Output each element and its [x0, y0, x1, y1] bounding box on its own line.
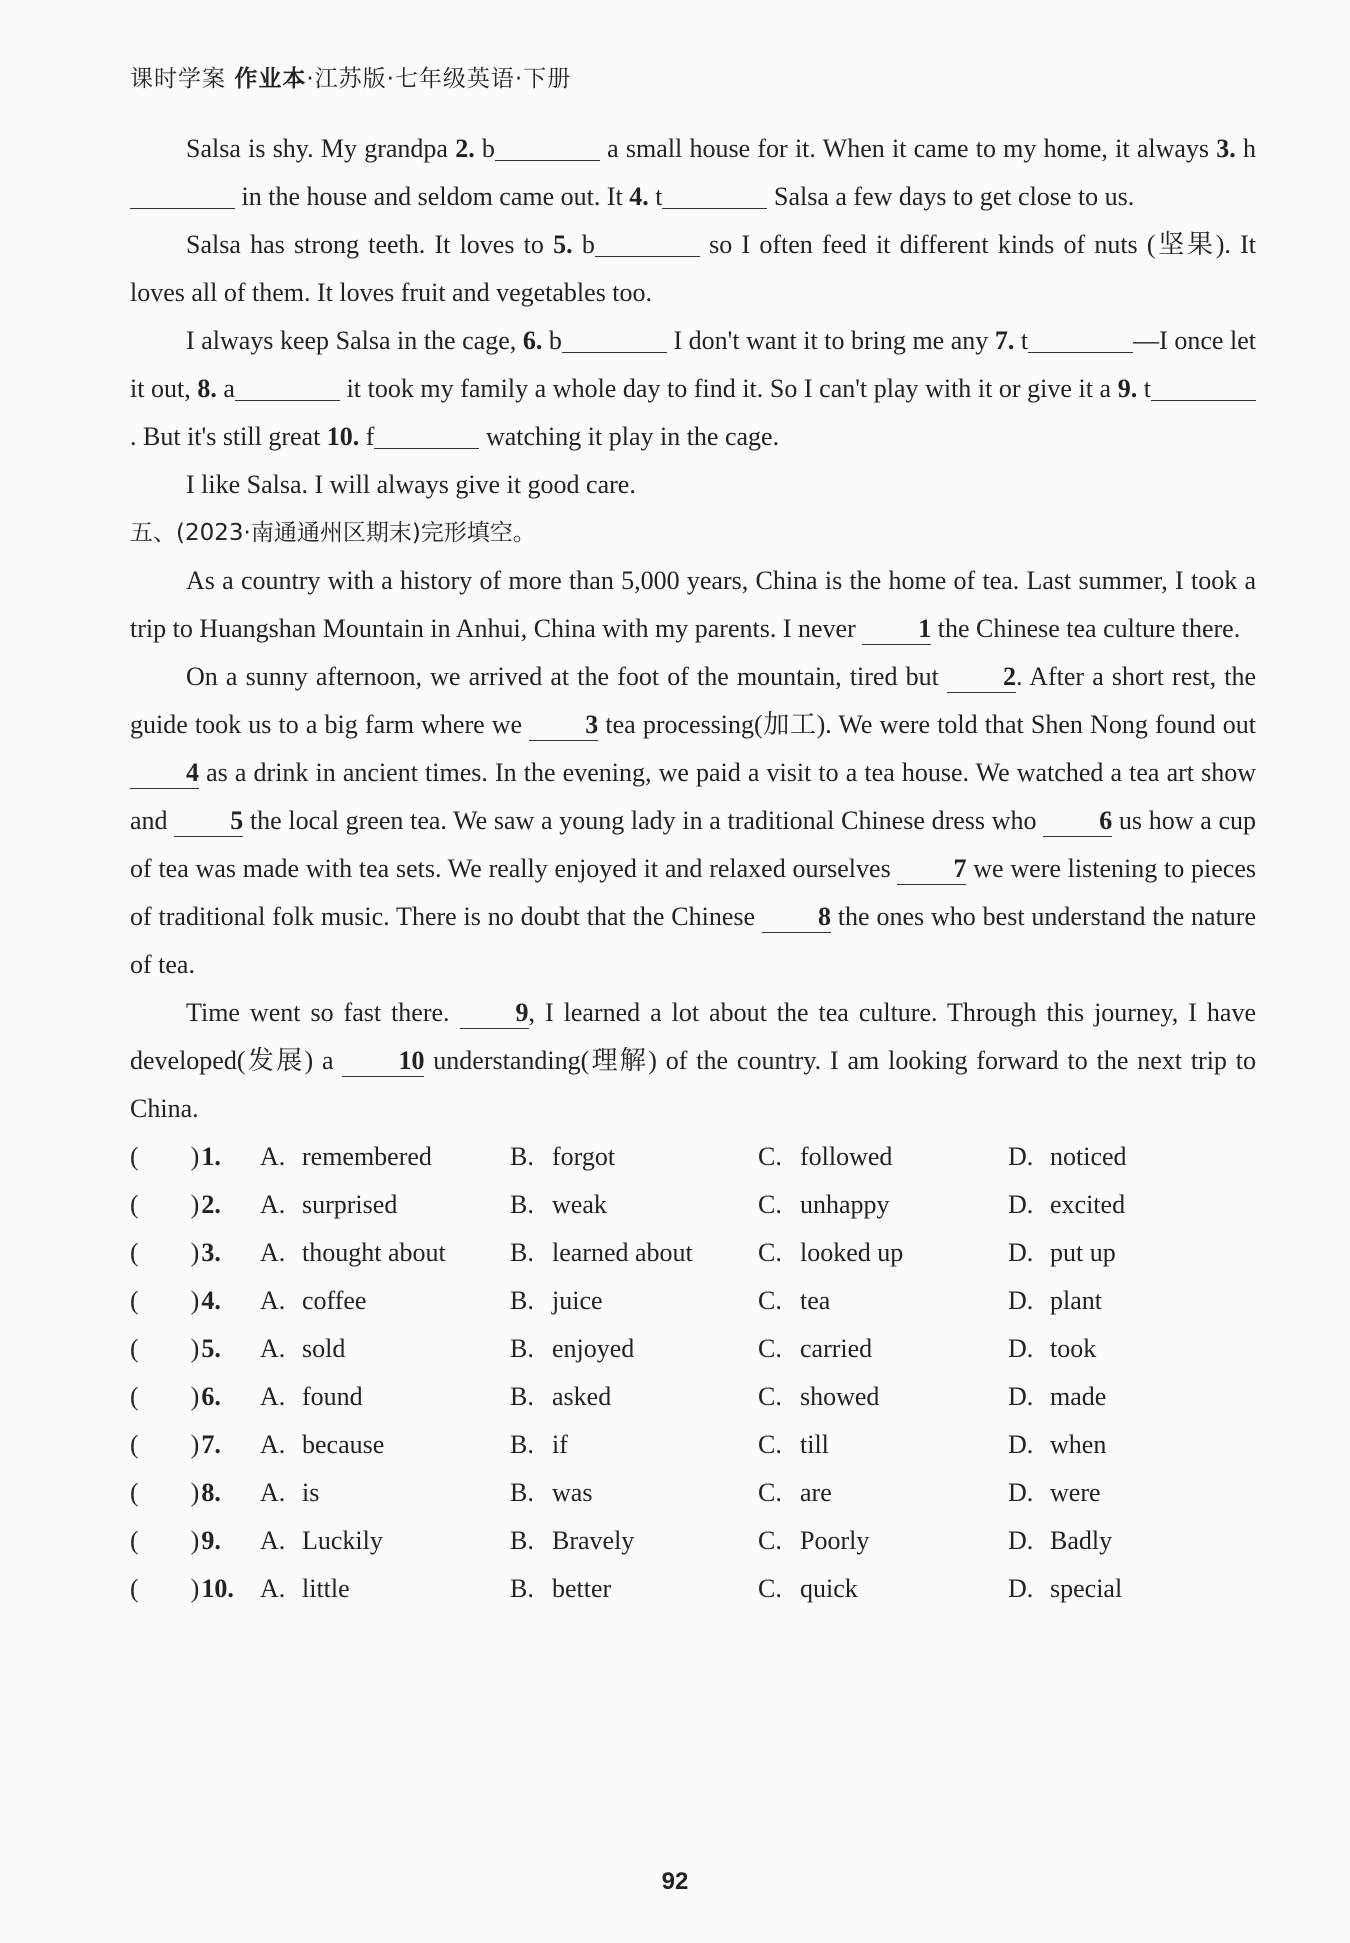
- open-paren: (: [130, 1286, 139, 1315]
- cloze-blank-9[interactable]: 9: [460, 998, 529, 1029]
- choice-text: found: [302, 1382, 363, 1411]
- choice-text: sold: [302, 1334, 346, 1363]
- choice-text: looked up: [800, 1238, 904, 1267]
- choice-text: Badly: [1050, 1526, 1113, 1555]
- fill-blank-3[interactable]: [130, 178, 235, 209]
- fill-blank-9[interactable]: [1151, 370, 1256, 401]
- choice-a[interactable]: [260, 1133, 510, 1181]
- fill-blank-8[interactable]: [235, 370, 340, 401]
- choice-letter: D.: [1008, 1190, 1034, 1219]
- option-row: [130, 1565, 1256, 1613]
- blank-letter: h: [1235, 134, 1256, 163]
- choice-text: noticed: [1050, 1142, 1127, 1171]
- choice-text: asked: [552, 1382, 612, 1411]
- choice-letter: D.: [1008, 1478, 1034, 1507]
- blank-number: 2.: [455, 134, 475, 163]
- open-paren: (: [130, 1334, 139, 1363]
- choice-text: weak: [552, 1190, 607, 1219]
- choice-b[interactable]: [510, 1373, 758, 1421]
- close-paren: ): [190, 1574, 200, 1603]
- choice-letter: C.: [758, 1526, 782, 1555]
- choice-text: is: [302, 1478, 320, 1507]
- text: watching it play in the cage.: [479, 422, 780, 451]
- question-number: 9.: [201, 1526, 221, 1555]
- choice-a[interactable]: [260, 1421, 510, 1469]
- choice-letter: D.: [1008, 1526, 1034, 1555]
- blank-letter: t: [648, 182, 663, 211]
- header-book: 作业本: [234, 66, 307, 92]
- question-number: 1.: [201, 1142, 221, 1171]
- choice-c[interactable]: [758, 1229, 1008, 1277]
- choice-letter: C.: [758, 1382, 782, 1411]
- choice-d[interactable]: [1008, 1421, 1208, 1469]
- choice-letter: C.: [758, 1334, 782, 1363]
- blank-number: 6.: [522, 326, 543, 355]
- option-row: [130, 1133, 1256, 1181]
- question-number: 6.: [201, 1382, 221, 1411]
- text: tea processing(加工). We were told that Shen Nong found out: [598, 710, 1256, 739]
- blank-number: 3.: [1216, 134, 1236, 163]
- text: As a country with a history of more than 5,000 years, China is the home of tea. Last summer, I took a trip to Huangshan Mountain in Anhui, China with my parents. I never: [130, 566, 1256, 643]
- close-paren: ): [190, 1286, 200, 1315]
- text: . After a short rest, the guide took us to a big farm where we: [130, 662, 1257, 739]
- choice-letter: A.: [260, 1382, 286, 1411]
- choice-b[interactable]: [510, 1229, 758, 1277]
- blank-letter: a: [216, 374, 235, 403]
- answer-bracket[interactable]: [130, 1181, 260, 1229]
- choice-text: excited: [1050, 1190, 1126, 1219]
- text: a small house for it. When it came to my home, it always: [599, 134, 1217, 163]
- option-row: [130, 1421, 1256, 1469]
- question-number: 8.: [201, 1478, 221, 1507]
- choice-text: forgot: [552, 1142, 616, 1171]
- cloze-blank-4[interactable]: 4: [130, 758, 199, 789]
- choice-letter: A.: [260, 1238, 286, 1267]
- choice-text: Poorly: [800, 1526, 870, 1555]
- text: I don't want it to bring me any: [666, 326, 995, 355]
- choice-text: took: [1050, 1334, 1097, 1363]
- choice-letter: D.: [1008, 1574, 1034, 1603]
- close-paren: ): [190, 1190, 200, 1219]
- choice-letter: D.: [1008, 1334, 1034, 1363]
- choice-a[interactable]: [260, 1325, 510, 1373]
- fill-blank-6[interactable]: [562, 322, 667, 353]
- choice-text: learned about: [552, 1238, 693, 1267]
- choice-text: till: [800, 1430, 829, 1459]
- text: I always keep Salsa in the cage,: [186, 326, 523, 355]
- choice-letter: A.: [260, 1190, 286, 1219]
- choice-a[interactable]: [260, 1277, 510, 1325]
- open-paren: (: [130, 1478, 139, 1507]
- choice-letter: C.: [758, 1478, 782, 1507]
- choice-letter: A.: [260, 1334, 286, 1363]
- choice-letter: B.: [510, 1478, 534, 1507]
- choice-letter: A.: [260, 1478, 286, 1507]
- choice-letter: A.: [260, 1142, 286, 1171]
- blank-number: 8.: [197, 374, 217, 403]
- text: , I learned a lot about the tea culture. Through this journey, I have developed(发展) a: [130, 998, 1256, 1075]
- choice-a[interactable]: [260, 1469, 510, 1517]
- close-paren: ): [190, 1478, 200, 1507]
- choice-a[interactable]: [260, 1565, 510, 1613]
- text: us how a cup of tea was made with tea sets. We really enjoyed it and relaxed ourselves: [130, 806, 1256, 883]
- blank-letter: t: [1014, 326, 1029, 355]
- choice-letter: B.: [510, 1430, 534, 1459]
- fill-blank-5[interactable]: [595, 226, 700, 257]
- choice-letter: C.: [758, 1238, 782, 1267]
- choice-b[interactable]: [510, 1565, 758, 1613]
- choice-b[interactable]: [510, 1133, 758, 1181]
- open-paren: (: [130, 1190, 139, 1219]
- choice-text: are: [800, 1478, 832, 1507]
- choice-text: surprised: [302, 1190, 398, 1219]
- text: On a sunny afternoon, we arrived at the foot of the mountain, tired but: [186, 662, 947, 691]
- choice-letter: D.: [1008, 1430, 1034, 1459]
- answer-bracket[interactable]: [130, 1277, 260, 1325]
- open-paren: (: [130, 1430, 139, 1459]
- text: Salsa has strong teeth. It loves to: [186, 230, 554, 259]
- option-row: [130, 1181, 1256, 1229]
- choice-text: juice: [552, 1286, 603, 1315]
- answer-bracket[interactable]: [130, 1421, 260, 1469]
- choice-d[interactable]: [1008, 1229, 1208, 1277]
- blank-letter: b: [572, 230, 595, 259]
- option-row: [130, 1469, 1256, 1517]
- cloze-blank-1[interactable]: 1: [862, 614, 931, 645]
- choice-letter: D.: [1008, 1142, 1034, 1171]
- choice-letter: C.: [758, 1430, 782, 1459]
- choice-c[interactable]: [758, 1325, 1008, 1373]
- choice-text: followed: [800, 1142, 893, 1171]
- choice-text: was: [552, 1478, 593, 1507]
- text: the ones who best understand the nature of tea.: [130, 902, 1256, 979]
- question-number: 3.: [201, 1238, 221, 1267]
- answer-bracket[interactable]: [130, 1517, 260, 1565]
- text: —I once let it out,: [130, 326, 1256, 403]
- paragraph-salsa-1: [130, 125, 1256, 221]
- fill-blank-7[interactable]: [1028, 322, 1133, 353]
- text: as a drink in ancient times. In the evening, we paid a visit to a tea house. We watched a tea art show and: [130, 758, 1256, 835]
- blank-number: 4.: [629, 182, 649, 211]
- running-header: [130, 60, 571, 93]
- choice-text: quick: [800, 1574, 858, 1603]
- cloze-paragraph-3: [130, 989, 1256, 1133]
- paragraph-salsa-4: I like Salsa. I will always give it good care.: [186, 470, 636, 499]
- choice-text: put up: [1050, 1238, 1116, 1267]
- cloze-blank-10[interactable]: 10: [342, 1046, 424, 1077]
- close-paren: ): [190, 1142, 200, 1171]
- choice-c[interactable]: [758, 1565, 1008, 1613]
- option-row: [130, 1229, 1256, 1277]
- blank-number: 9.: [1117, 374, 1138, 403]
- question-number: 4.: [201, 1286, 221, 1315]
- paragraph-salsa-3: [130, 317, 1256, 461]
- paragraph-salsa-2: [130, 221, 1256, 317]
- choice-text: special: [1050, 1574, 1123, 1603]
- choice-b[interactable]: [510, 1325, 758, 1373]
- text: Salsa a few days to get close to us.: [767, 182, 1135, 211]
- choice-text: showed: [800, 1382, 880, 1411]
- close-paren: ): [190, 1382, 200, 1411]
- choice-text: were: [1050, 1478, 1101, 1507]
- choice-a[interactable]: [260, 1517, 510, 1565]
- choice-d[interactable]: [1008, 1133, 1208, 1181]
- options-list: [130, 1133, 1256, 1613]
- question-number: 7.: [201, 1430, 221, 1459]
- choice-d[interactable]: [1008, 1181, 1208, 1229]
- choice-b[interactable]: [510, 1517, 758, 1565]
- cloze-blank-3[interactable]: 3: [529, 710, 598, 741]
- answer-bracket[interactable]: [130, 1325, 260, 1373]
- choice-text: little: [302, 1574, 350, 1603]
- text: we were listening to pieces of traditional folk music. There is no doubt that the Chinese: [130, 854, 1256, 931]
- choice-a[interactable]: [260, 1229, 510, 1277]
- choice-c[interactable]: [758, 1133, 1008, 1181]
- text: it took my family a whole day to find it. So I can't play with it or give it a: [339, 374, 1118, 403]
- choice-text: better: [552, 1574, 612, 1603]
- choice-text: when: [1050, 1430, 1107, 1459]
- choice-d[interactable]: [1008, 1517, 1208, 1565]
- choice-d[interactable]: [1008, 1373, 1208, 1421]
- answer-bracket[interactable]: [130, 1565, 260, 1613]
- choice-text: Luckily: [302, 1526, 383, 1555]
- blank-letter: b: [542, 326, 562, 355]
- option-row: [130, 1517, 1256, 1565]
- choice-c[interactable]: [758, 1373, 1008, 1421]
- question-number: 5.: [201, 1334, 221, 1363]
- choice-letter: D.: [1008, 1286, 1034, 1315]
- text: in the house and seldom came out. It: [235, 182, 630, 211]
- page-number: 92: [661, 1868, 689, 1895]
- cloze-paragraph-2: [130, 653, 1256, 989]
- choice-text: made: [1050, 1382, 1107, 1411]
- text: Time went so fast there.: [186, 998, 460, 1027]
- choice-b[interactable]: [510, 1181, 758, 1229]
- option-row: [130, 1373, 1256, 1421]
- blank-number: 7.: [994, 326, 1015, 355]
- choice-letter: D.: [1008, 1238, 1034, 1267]
- header-edition: ·江苏版·七年级英语·下册: [306, 66, 572, 92]
- choice-text: Bravely: [552, 1526, 635, 1555]
- open-paren: (: [130, 1574, 139, 1603]
- blank-letter: f: [359, 422, 375, 451]
- fill-blank-4[interactable]: [662, 178, 767, 209]
- choice-text: thought about: [302, 1238, 446, 1267]
- text: understanding(理解) of the country. I am looking forward to the next trip to China.: [130, 1046, 1256, 1123]
- choice-b[interactable]: [510, 1469, 758, 1517]
- close-paren: ): [190, 1334, 200, 1363]
- text: . But it's still great: [130, 422, 327, 451]
- page-body: [130, 125, 1256, 1613]
- blank-number: 5.: [553, 230, 573, 259]
- choice-text: carried: [800, 1334, 873, 1363]
- choice-letter: B.: [510, 1382, 534, 1411]
- choice-c[interactable]: [758, 1277, 1008, 1325]
- choice-letter: C.: [758, 1142, 782, 1171]
- choice-text: because: [302, 1430, 385, 1459]
- choice-letter: A.: [260, 1574, 286, 1603]
- answer-bracket[interactable]: [130, 1229, 260, 1277]
- choice-letter: B.: [510, 1526, 534, 1555]
- choice-letter: C.: [758, 1574, 782, 1603]
- choice-text: tea: [800, 1286, 831, 1315]
- answer-bracket[interactable]: [130, 1133, 260, 1181]
- choice-d[interactable]: [1008, 1277, 1208, 1325]
- open-paren: (: [130, 1382, 139, 1411]
- open-paren: (: [130, 1238, 139, 1267]
- choice-letter: C.: [758, 1190, 782, 1219]
- choice-letter: A.: [260, 1286, 286, 1315]
- choice-c[interactable]: [758, 1517, 1008, 1565]
- choice-text: if: [552, 1430, 568, 1459]
- choice-text: remembered: [302, 1142, 432, 1171]
- choice-c[interactable]: [758, 1469, 1008, 1517]
- choice-a[interactable]: [260, 1373, 510, 1421]
- choice-d[interactable]: [1008, 1565, 1208, 1613]
- choice-text: plant: [1050, 1286, 1102, 1315]
- choice-letter: B.: [510, 1574, 534, 1603]
- section-heading: 五、(2023·南通通州区期末)完形填空。: [130, 520, 536, 546]
- open-paren: (: [130, 1526, 139, 1555]
- cloze-blank-8[interactable]: 8: [762, 902, 831, 933]
- choice-letter: B.: [510, 1238, 534, 1267]
- open-paren: (: [130, 1142, 139, 1171]
- choice-text: enjoyed: [552, 1334, 635, 1363]
- choice-text: unhappy: [800, 1190, 890, 1219]
- choice-letter: C.: [758, 1286, 782, 1315]
- cloze-blank-6[interactable]: 6: [1043, 806, 1112, 837]
- answer-bracket[interactable]: [130, 1469, 260, 1517]
- blank-letter: b: [474, 134, 495, 163]
- choice-letter: B.: [510, 1190, 534, 1219]
- fill-blank-2[interactable]: [495, 130, 600, 161]
- choice-letter: D.: [1008, 1382, 1034, 1411]
- choice-b[interactable]: [510, 1277, 758, 1325]
- blank-letter: t: [1137, 374, 1151, 403]
- text: so I often feed it different kinds of nuts (坚果). It loves all of them. It loves fruit and vegetables too.: [130, 230, 1256, 307]
- cloze-blank-7[interactable]: 7: [897, 854, 966, 885]
- close-paren: ): [190, 1238, 200, 1267]
- choice-a[interactable]: [260, 1181, 510, 1229]
- choice-letter: B.: [510, 1142, 534, 1171]
- header-series: 课时学案: [130, 66, 235, 92]
- cloze-paragraph-1: [130, 557, 1256, 653]
- choice-text: coffee: [302, 1286, 367, 1315]
- choice-letter: A.: [260, 1430, 286, 1459]
- choice-letter: B.: [510, 1286, 534, 1315]
- close-paren: ): [190, 1526, 200, 1555]
- question-number: 10.: [201, 1574, 234, 1603]
- blank-number: 10.: [326, 422, 360, 451]
- choice-c[interactable]: [758, 1421, 1008, 1469]
- choice-letter: A.: [260, 1526, 286, 1555]
- choice-b[interactable]: [510, 1421, 758, 1469]
- choice-d[interactable]: [1008, 1469, 1208, 1517]
- choice-d[interactable]: [1008, 1325, 1208, 1373]
- cloze-blank-2[interactable]: 2: [947, 662, 1016, 693]
- cloze-blank-5[interactable]: 5: [174, 806, 243, 837]
- text: Salsa is shy. My grandpa: [186, 134, 456, 163]
- close-paren: ): [190, 1430, 200, 1459]
- text: the Chinese tea culture there.: [931, 614, 1241, 643]
- choice-letter: B.: [510, 1334, 534, 1363]
- question-number: 2.: [201, 1190, 221, 1219]
- choice-c[interactable]: [758, 1181, 1008, 1229]
- option-row: [130, 1325, 1256, 1373]
- answer-bracket[interactable]: [130, 1373, 260, 1421]
- option-row: [130, 1277, 1256, 1325]
- fill-blank-10[interactable]: [374, 418, 479, 449]
- text: the local green tea. We saw a young lady in a traditional Chinese dress who: [243, 806, 1044, 835]
